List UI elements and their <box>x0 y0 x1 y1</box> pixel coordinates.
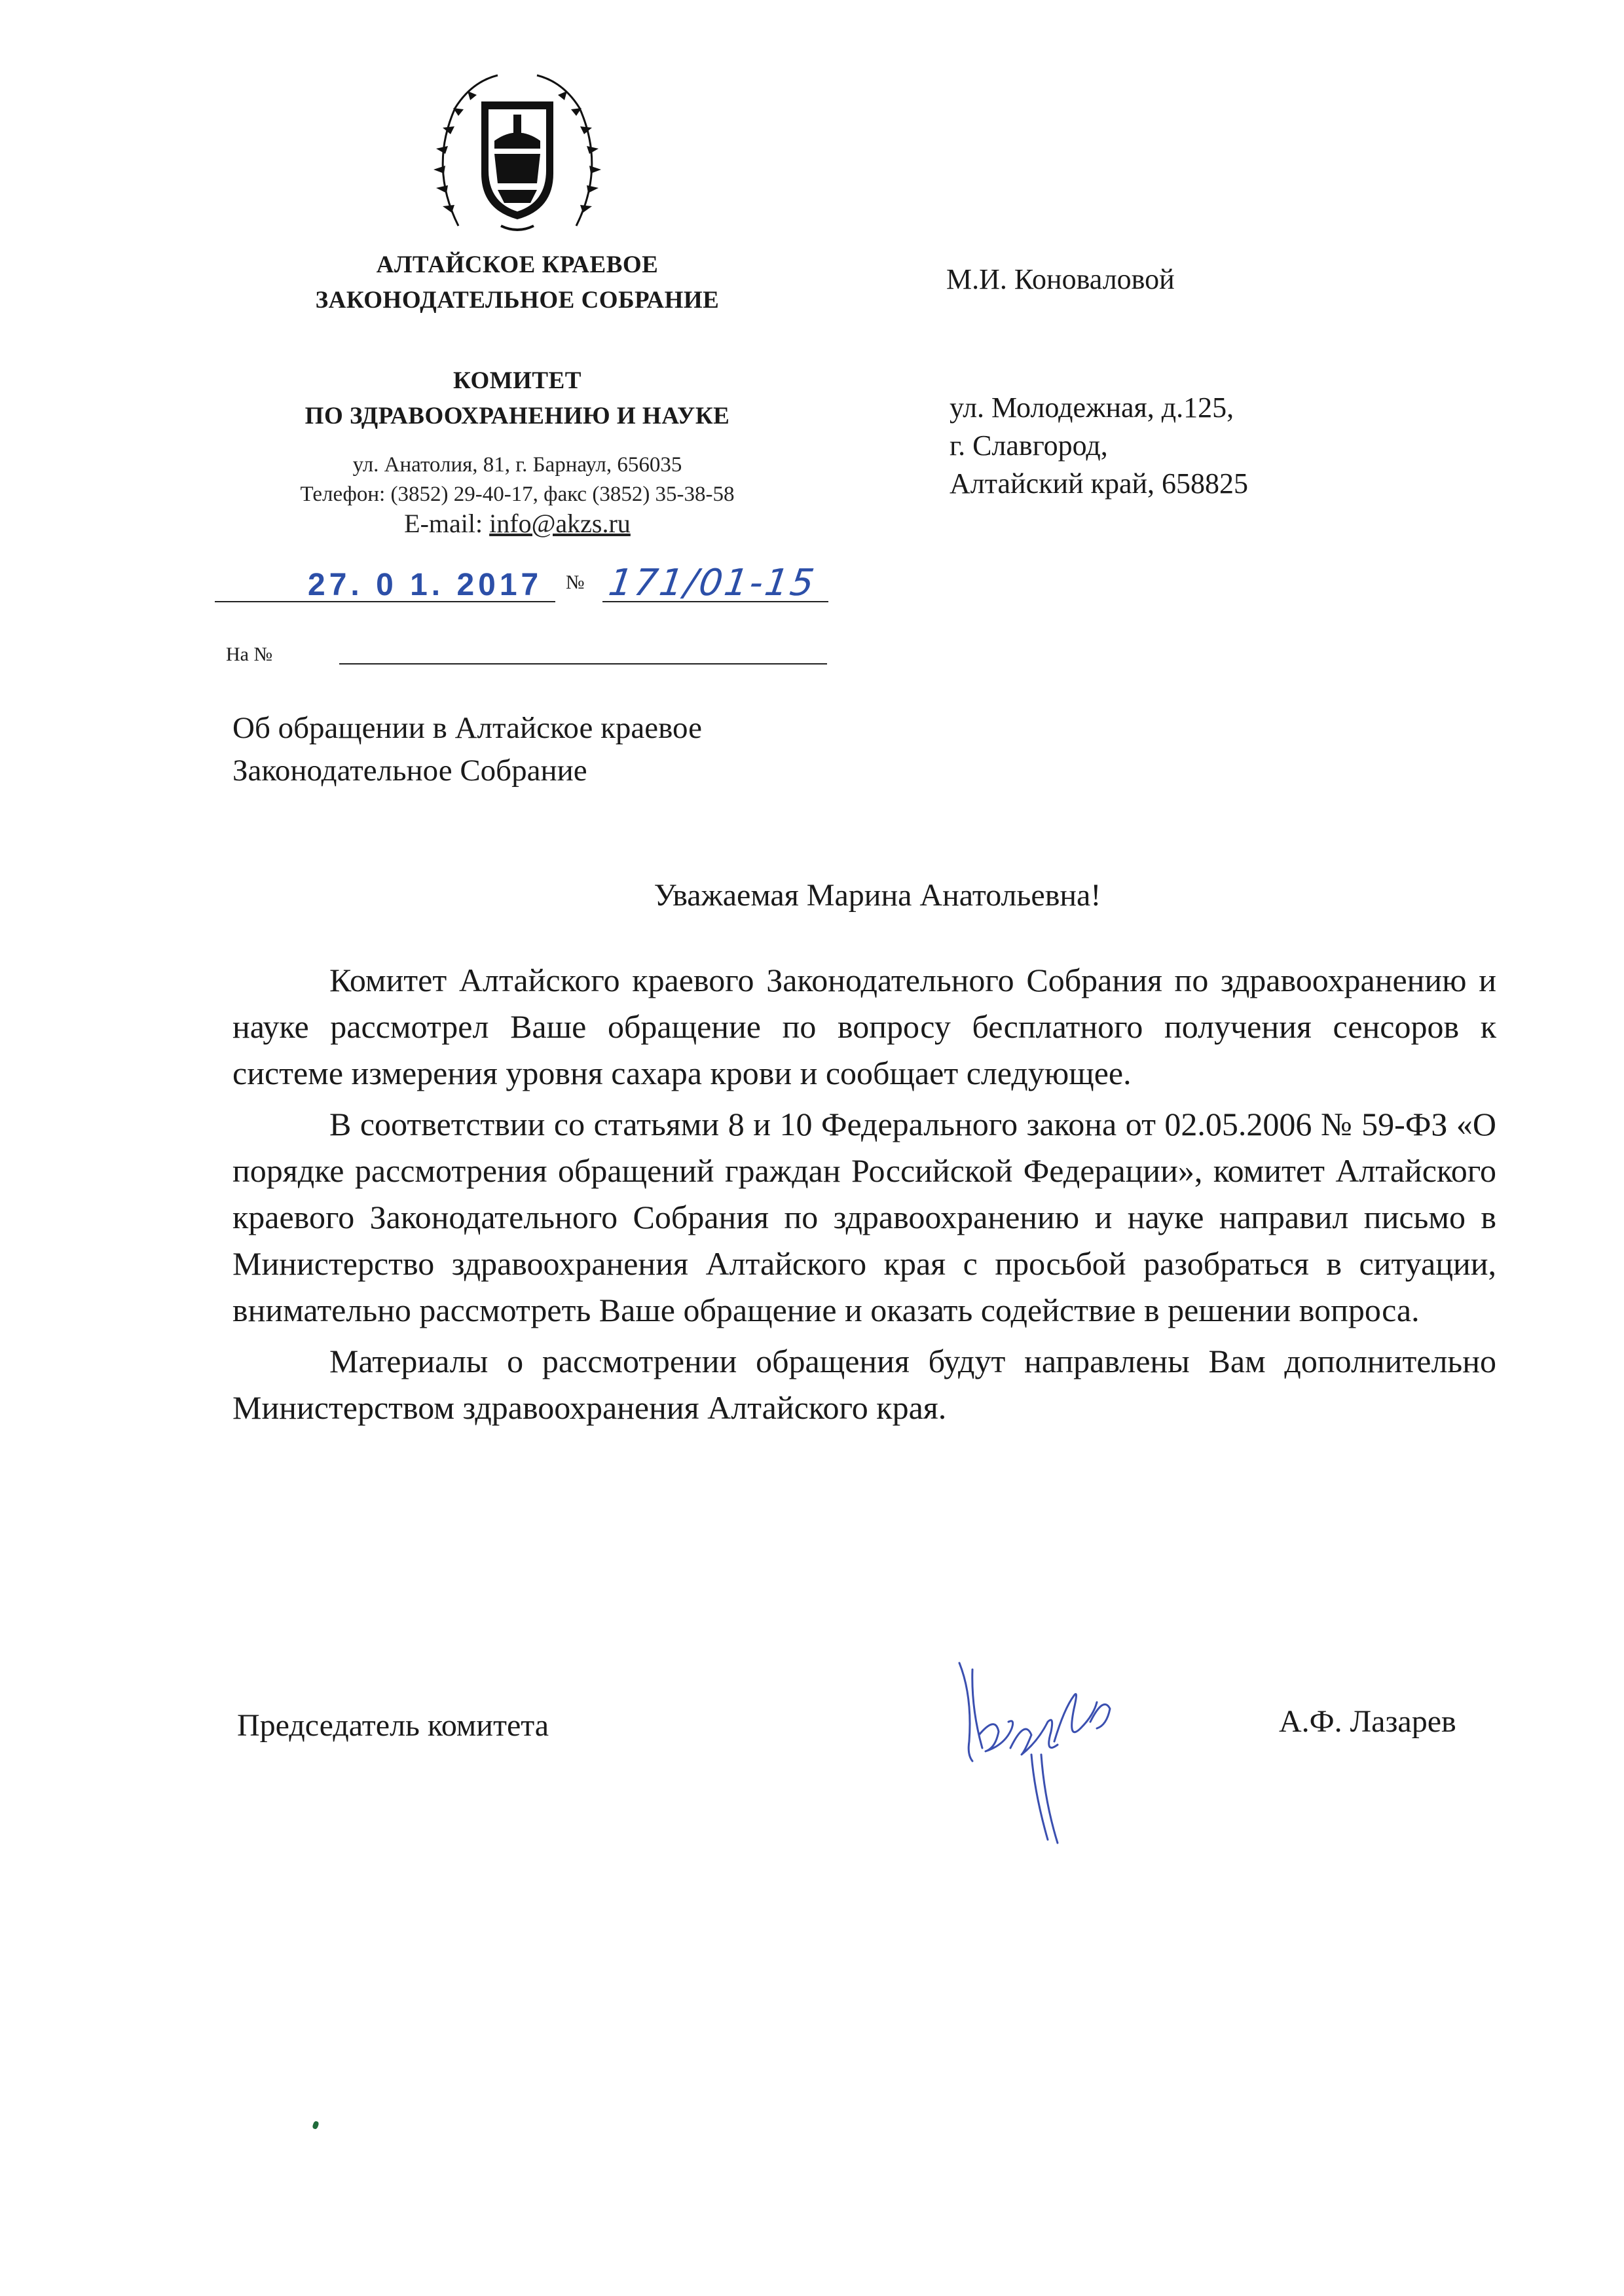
signatory-name: А.Ф. Лазарев <box>1279 1704 1456 1739</box>
letterhead-org-line2: ЗАКОНОДАТЕЛЬНОЕ СОБРАНИЕ <box>315 287 720 314</box>
email-link[interactable]: info@akzs.ru <box>489 509 631 538</box>
addressee-name: М.И. Коноваловой <box>946 263 1175 295</box>
body-paragraph-1: Комитет Алтайского краевого Законодательного Собрания по здравоохранению и науке рассмотрел Ваше обращение по вопросу бесплатного получения сенсоров к системе измерения уровня сахара крови и сообщает следующее. <box>232 962 1496 1091</box>
letter-subject <box>232 707 887 792</box>
letter-body <box>232 957 1496 1431</box>
addressee-address <box>950 389 1248 503</box>
letterhead-address: ул. Анатолия, 81, г. Барнаул, 656035 <box>352 453 682 477</box>
addressee-address-line3: Алтайский край, 658825 <box>950 467 1249 500</box>
body-paragraph-3: Материалы о рассмотрении обращения будут направлены Вам дополнительно Министерством здравоохранения Алтайского края. <box>232 1343 1496 1426</box>
subject-line1: Об обращении в Алтайское краевое <box>232 711 702 745</box>
signatory-title: Председатель комитета <box>237 1708 549 1743</box>
letterhead-org-line1: АЛТАЙСКОЕ КРАЕВОЕ <box>376 251 659 278</box>
letterhead-committee-line1: КОМИТЕТ <box>453 367 581 394</box>
registration-number-handwritten: 171/01-15 <box>606 562 819 604</box>
reference-number-label: На № <box>226 644 273 665</box>
altai-emblem-icon <box>432 62 602 239</box>
addressee-address-line1: ул. Молодежная, д.125, <box>950 392 1234 424</box>
handwritten-signature <box>933 1656 1143 1853</box>
addressee-address-line2: г. Славгород, <box>950 429 1108 462</box>
subject-line2: Законодательное Собрание <box>232 754 587 788</box>
letterhead-organization <box>236 247 799 318</box>
salutation: Уважаемая Марина Анатольевна! <box>654 878 1101 913</box>
body-paragraph-2: В соответствии со статьями 8 и 10 Федерального закона от 02.05.2006 № 59-ФЗ «О порядке рассмотрения обращений граждан Российской Федерации», комитет Алтайского краевого Законодательного Собрания по здравоохранению и науке направил письмо в Министерство здравоохранения Алтайского края с просьбой разобраться в ситуации, внимательно рассмотреть Ваше обращение и оказать содействие в решении вопроса. <box>232 1106 1496 1328</box>
letterhead-committee-line2: ПО ЗДРАВООХРАНЕНИЮ И НАУКЕ <box>304 403 730 429</box>
letterhead-email <box>236 509 799 538</box>
letterhead-phone: Телефон: (3852) 29-40-17, факс (3852) 35-38-58 <box>300 483 735 506</box>
letterhead-committee <box>223 363 812 434</box>
registration-number-label: № <box>566 572 585 593</box>
reference-number-line <box>339 663 827 665</box>
email-label: E-mail: <box>404 509 490 538</box>
scan-speck <box>312 2121 320 2130</box>
registration-date-stamp: 27. 0 1. 2017 <box>308 568 543 602</box>
